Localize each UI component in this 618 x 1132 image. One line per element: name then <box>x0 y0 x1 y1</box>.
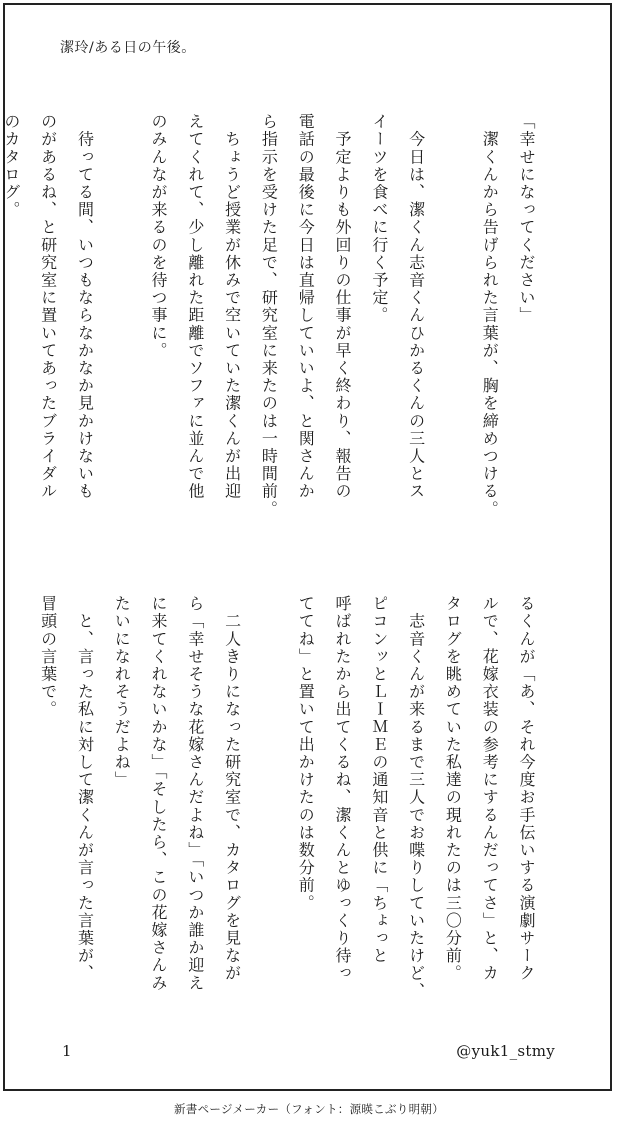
text-column: 潔くんから告げられた言葉が、胸を締めつける。 <box>480 113 500 518</box>
text-column: 呼ばれたから出てくるね、潔くんとゆっくり待っ <box>333 595 353 983</box>
text-column: 今日は、潔くん志音くんひかるくんの三人とス <box>406 113 426 501</box>
text-column <box>434 113 471 553</box>
text-column: るくんが「あ、それ今度お手伝いする演劇サーク <box>517 595 536 983</box>
text-column: ら指示を受けた足で、研究室に来たのは一時間前。 <box>259 113 279 518</box>
text-column: ら「幸せそうな花嫁さんだよね」「いつか誰か迎え <box>185 595 205 992</box>
text-column: のみんなが来るのを待つ事に。 <box>149 113 169 360</box>
text-column: ピコンッとＬＩＭＥの通知音と供に「ちょっと <box>369 595 389 965</box>
text-column: 「幸せになってください」 <box>517 113 536 325</box>
text-column: たいになれそうだよね」 <box>112 595 132 789</box>
text-column: 電話の最後に今日は直帰していいよ、と関さんか <box>296 113 316 501</box>
text-column: 待ってる間、いつもならなかなか見かけないも <box>75 113 95 501</box>
text-column <box>0 595 29 995</box>
text-column: のカタログ。 <box>1 113 21 219</box>
text-column: に来てくれないかな」「そしたら、この花嫁さんみ <box>149 595 169 992</box>
text-column <box>250 595 287 995</box>
text-column: 志音くんが来るまで三人でお喋りしていたけど、 <box>406 595 426 1000</box>
text-column: 二人きりになった研究室で、カタログを見なが <box>222 595 242 983</box>
text-column: タログを眺めていた私達の現れたのは三〇分前。 <box>443 595 463 983</box>
page-number: 1 <box>62 1042 72 1060</box>
author-handle: @yuk1_stmy <box>456 1042 555 1060</box>
text-column: ルで、花嫁衣装の参考にするんだってさ」と、カ <box>480 595 500 983</box>
text-column: 予定よりも外回りの仕事が早く終わり、報告の <box>333 113 353 501</box>
text-column <box>102 113 139 553</box>
text-column: えてくれて、少し離れた距離でソファに並んで他 <box>185 113 205 501</box>
text-column: と、言った私に対して潔くんが言った言葉が、 <box>75 595 95 983</box>
vertical-text-block-top <box>0 113 544 553</box>
generator-credit: 新書ページメーカー（フォント：源暎こぶり明朝） <box>173 1102 445 1116</box>
text-column: 冒頭の言葉で。 <box>38 595 58 719</box>
text-column: イーツを食べに行く予定。 <box>369 113 389 325</box>
page-header-title: 潔玲/ある日の午後。 <box>60 40 196 56</box>
vertical-text-block-bottom <box>0 595 544 1000</box>
text-column: ててね」と置いて出かけたのは数分前。 <box>296 595 316 912</box>
text-column: のがあるね、と研究室に置いてあったブライダル <box>38 113 58 501</box>
text-column: ちょうど授業が休みで空いていた潔くんが出迎 <box>222 113 242 501</box>
page-frame <box>3 3 612 1091</box>
